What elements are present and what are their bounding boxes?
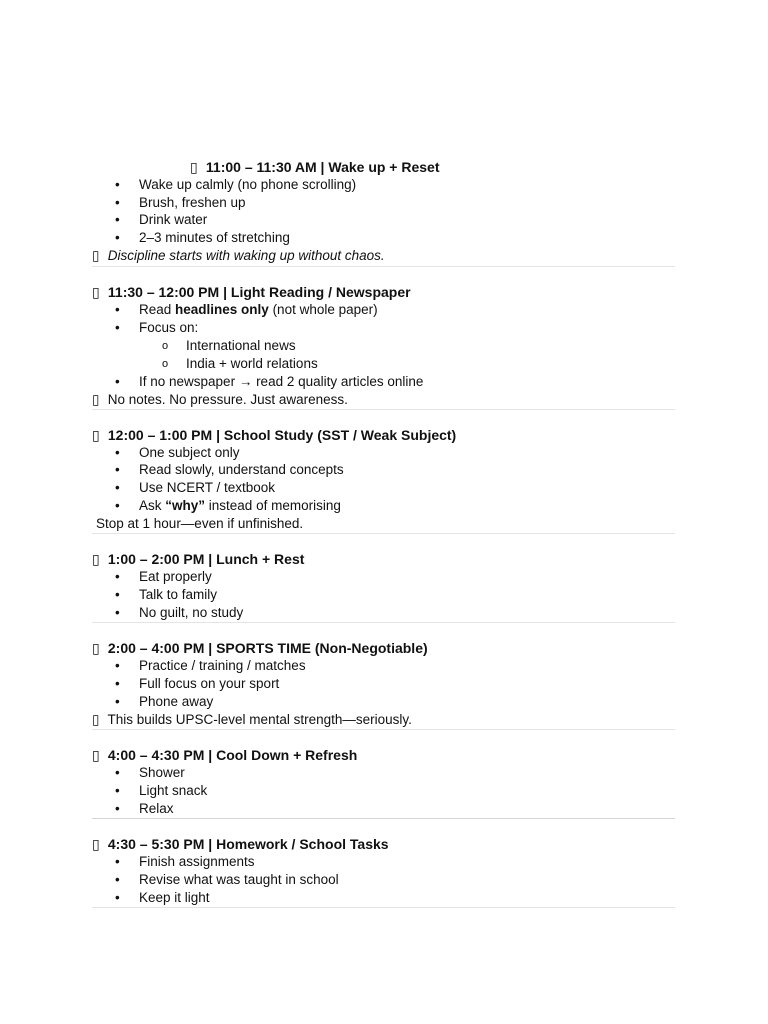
- section-title: SPORTS TIME (Non-Negotiable): [216, 640, 428, 656]
- section-heading-school-study: ▯ 12:00 – 1:00 PM | School Study (SST / Weak Subject): [92, 427, 457, 443]
- note-icon: ▯: [92, 392, 100, 407]
- list-item: Read headlines only (not whole paper): [139, 302, 378, 317]
- list-item: 2–3 minutes of stretching: [139, 230, 290, 245]
- section-divider: [92, 818, 675, 819]
- section-time: 11:30 – 12:00 PM: [107, 284, 220, 300]
- list-item: Read slowly, understand concepts: [139, 462, 344, 477]
- bullet: •: [115, 587, 120, 602]
- section-title: Wake up + Reset: [328, 159, 440, 175]
- section-time: 1:00 – 2:00 PM: [107, 551, 205, 567]
- bullet: •: [115, 569, 120, 584]
- list-item: Revise what was taught in school: [139, 872, 339, 887]
- section-heading-homework: ▯ 4:30 – 5:30 PM | Homework / School Tasks: [92, 836, 389, 852]
- section-divider: [92, 409, 675, 410]
- bullet: •: [115, 374, 120, 389]
- heading-icon: ▯: [92, 640, 100, 656]
- list-item: Full focus on your sport: [139, 676, 280, 691]
- bullet: •: [115, 801, 120, 816]
- list-item: Ask “why” instead of memorising: [139, 498, 341, 513]
- note-icon: ▯: [92, 248, 100, 263]
- section-heading-cool-down: ▯ 4:00 – 4:30 PM | Cool Down + Refresh: [92, 747, 358, 763]
- section-divider: [92, 907, 675, 908]
- list-item: Wake up calmly (no phone scrolling): [139, 177, 357, 192]
- heading-icon: ▯: [92, 284, 100, 300]
- list-item: Shower: [139, 765, 185, 780]
- bullet: •: [115, 480, 120, 495]
- bullet: •: [115, 658, 120, 673]
- list-item: One subject only: [139, 445, 240, 460]
- list-item: Practice / training / matches: [139, 658, 306, 673]
- section-heading-reading: ▯ 11:30 – 12:00 PM | Light Reading / Newspaper: [92, 284, 411, 300]
- bullet: •: [115, 230, 120, 245]
- section-divider: [92, 533, 675, 534]
- bullet: •: [115, 890, 120, 905]
- bullet: •: [115, 872, 120, 887]
- section-heading-lunch: ▯ 1:00 – 2:00 PM | Lunch + Rest: [92, 551, 305, 567]
- section-heading-sports: ▯ 2:00 – 4:00 PM | SPORTS TIME (Non-Negotiable): [92, 640, 428, 656]
- bullet: •: [115, 694, 120, 709]
- bullet: •: [115, 302, 120, 317]
- sub-list-item: International news: [186, 338, 296, 353]
- section-time: 2:00 – 4:00 PM: [107, 640, 205, 656]
- section-title: Light Reading / Newspaper: [230, 284, 411, 300]
- section-divider: [92, 729, 675, 730]
- section-time: 12:00 – 1:00 PM: [107, 427, 213, 443]
- bullet: •: [115, 605, 120, 620]
- bullet: •: [115, 498, 120, 513]
- section-time: 4:30 – 5:30 PM: [107, 836, 205, 852]
- bullet: •: [115, 783, 120, 798]
- note-icon: ▯: [92, 712, 100, 727]
- list-item: Light snack: [139, 783, 208, 798]
- heading-icon: ▯: [92, 747, 100, 763]
- heading-icon: ▯: [92, 836, 100, 852]
- sub-bullet: o: [162, 358, 169, 370]
- list-item: Focus on:: [139, 320, 199, 335]
- bullet: •: [115, 195, 120, 210]
- bullet: •: [115, 854, 120, 869]
- list-item: Drink water: [139, 212, 208, 227]
- section-note: ▯ This builds UPSC-level mental strength—seriously.: [92, 712, 412, 727]
- list-item: Finish assignments: [139, 854, 255, 869]
- heading-icon: ▯: [190, 159, 198, 175]
- list-item: Brush, freshen up: [139, 195, 246, 210]
- bullet: •: [115, 320, 120, 335]
- list-item: If no newspaper → read 2 quality articles online: [139, 374, 424, 389]
- section-time: 4:00 – 4:30 PM: [107, 747, 205, 763]
- bullet: •: [115, 462, 120, 477]
- section-time: 11:00 – 11:30 AM: [205, 159, 317, 175]
- section-title: School Study (SST / Weak Subject): [223, 427, 457, 443]
- list-item: Eat properly: [139, 569, 212, 584]
- list-item: Talk to family: [139, 587, 218, 602]
- section-title: Cool Down + Refresh: [216, 747, 358, 763]
- sub-bullet: o: [162, 340, 169, 352]
- section-note: Stop at 1 hour—even if unfinished.: [96, 516, 304, 531]
- heading-icon: ▯: [92, 427, 100, 443]
- section-divider: [92, 622, 675, 623]
- list-item: Use NCERT / textbook: [139, 480, 276, 495]
- section-title: Homework / School Tasks: [216, 836, 389, 852]
- list-item: Keep it light: [139, 890, 210, 905]
- bullet: •: [115, 212, 120, 227]
- section-title: Lunch + Rest: [216, 551, 305, 567]
- bullet: •: [115, 676, 120, 691]
- section-note: ▯ Discipline starts with waking up without chaos.: [92, 248, 385, 263]
- section-divider: [92, 266, 675, 267]
- sub-list-item: India + world relations: [186, 356, 318, 371]
- list-item: No guilt, no study: [139, 605, 244, 620]
- list-item: Phone away: [139, 694, 214, 709]
- heading-icon: ▯: [92, 551, 100, 567]
- list-item: Relax: [139, 801, 174, 816]
- section-note: ▯ No notes. No pressure. Just awareness.: [92, 392, 348, 407]
- bullet: •: [115, 177, 120, 192]
- bullet: •: [115, 765, 120, 780]
- section-heading-wake-up: ▯ 11:00 – 11:30 AM | Wake up + Reset: [190, 159, 440, 175]
- bullet: •: [115, 445, 120, 460]
